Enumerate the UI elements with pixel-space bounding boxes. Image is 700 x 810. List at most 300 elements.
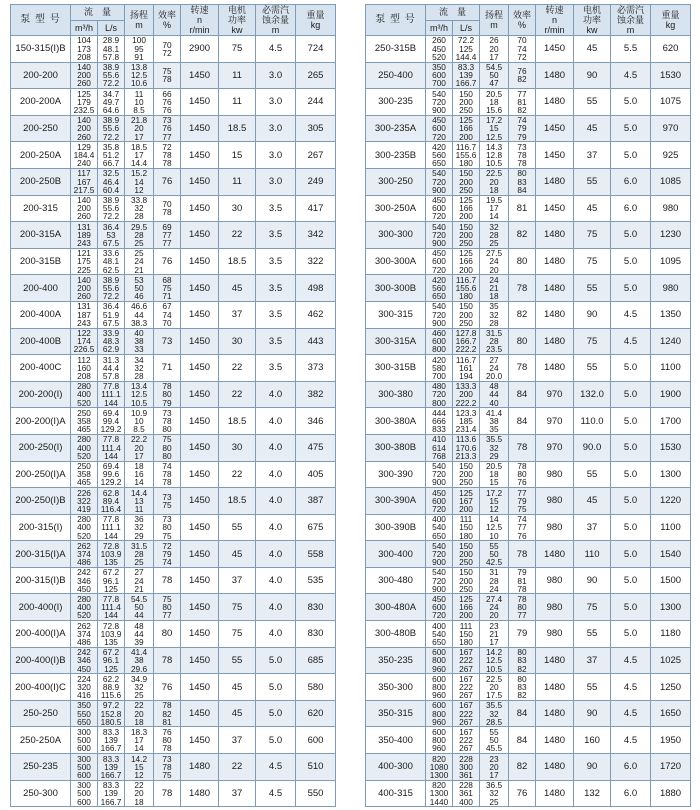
- efficiency-cell: 78: [509, 541, 536, 568]
- efficiency-cell: 73 76 77: [154, 115, 181, 142]
- npsh-cell: 4.5: [611, 727, 651, 754]
- flow-ls-cell: 116.7 155.6 180: [453, 142, 480, 169]
- flow-m3h-cell: 140 200 260: [71, 115, 98, 142]
- power-cell: 90: [574, 62, 611, 89]
- model-cell: 300-300A: [366, 248, 426, 275]
- head-cell: 27.5 24 20: [480, 248, 509, 275]
- weight-cell: 1230: [651, 222, 691, 249]
- header-power: 电机 功率 kw: [219, 5, 256, 36]
- power-cell: 45: [574, 488, 611, 515]
- flow-m3h-cell: 280 400 520: [71, 514, 98, 541]
- flow-m3h-cell: 420 560 650: [426, 142, 453, 169]
- header-flow-ls: L/s: [453, 20, 480, 36]
- efficiency-cell: 76 80 78: [154, 727, 181, 754]
- weight-cell: 1300: [651, 461, 691, 488]
- efficiency-cell: 75 80 77: [154, 594, 181, 621]
- head-cell: 31 28 24: [480, 567, 509, 594]
- speed-cell: 1480: [536, 674, 574, 701]
- efficiency-cell: 69 77 77: [154, 222, 181, 249]
- table-row: [11, 461, 336, 488]
- npsh-cell: 5.0: [611, 541, 651, 568]
- npsh-cell: 4.0: [256, 434, 296, 461]
- header-model: 泵 型 号: [366, 5, 426, 36]
- table-row: [366, 754, 691, 781]
- power-cell: 18.5: [219, 248, 256, 275]
- flow-ls-cell: 67.2 96.1 125: [98, 567, 125, 594]
- npsh-cell: 5.0: [611, 248, 651, 275]
- speed-cell: 980: [536, 621, 574, 648]
- weight-cell: 267: [296, 142, 336, 169]
- head-cell: 54.5 50 44: [125, 594, 154, 621]
- weight-cell: 405: [296, 461, 336, 488]
- efficiency-cell: 73 78 75: [154, 754, 181, 781]
- weight-cell: 1530: [651, 62, 691, 89]
- weight-cell: 620: [296, 700, 336, 727]
- flow-ls-cell: 111 150 180: [453, 514, 480, 541]
- flow-m3h-cell: 122 174 226.5: [71, 328, 98, 355]
- weight-cell: 1530: [651, 434, 691, 461]
- head-cell: 36 32 29: [125, 514, 154, 541]
- efficiency-cell: 72 78 78: [154, 142, 181, 169]
- head-cell: 22 20 18: [125, 700, 154, 727]
- table-row: [11, 115, 336, 142]
- speed-cell: 1450: [181, 434, 219, 461]
- npsh-cell: 5.0: [611, 142, 651, 169]
- model-cell: 200-250: [11, 115, 71, 142]
- flow-ls-cell: 69.4 99.4 129.2: [98, 408, 125, 435]
- speed-cell: 1450: [536, 36, 574, 63]
- weight-cell: 1240: [651, 328, 691, 355]
- head-cell: 29.5 28 25: [125, 222, 154, 249]
- header-speed: 转速 n r/min: [181, 5, 219, 36]
- table-row: [11, 674, 336, 701]
- power-cell: 37: [219, 301, 256, 328]
- flow-m3h-cell: 280 400 520: [71, 381, 98, 408]
- model-cell: 350-400: [366, 727, 426, 754]
- speed-cell: 1450: [181, 222, 219, 249]
- speed-cell: 1450: [536, 195, 574, 222]
- speed-cell: 1450: [181, 168, 219, 195]
- table-row: [366, 301, 691, 328]
- power-cell: 75: [574, 248, 611, 275]
- flow-ls-cell: 36.4 53 67.5: [98, 222, 125, 249]
- head-cell: 35 32 28: [480, 301, 509, 328]
- efficiency-cell: 73 75: [154, 488, 181, 515]
- power-cell: 160: [574, 727, 611, 754]
- head-cell: 22 20 18: [125, 780, 154, 807]
- efficiency-cell: 78: [509, 355, 536, 382]
- table-row: [366, 195, 691, 222]
- power-cell: 11: [219, 168, 256, 195]
- header-efficiency: 效率 %: [154, 5, 181, 36]
- power-cell: 55: [574, 621, 611, 648]
- header-flow: 流 量: [426, 5, 480, 21]
- model-cell: 250-315B: [366, 36, 426, 63]
- weight-cell: 417: [296, 195, 336, 222]
- model-cell: 200-315: [11, 195, 71, 222]
- flow-ls-cell: 167 222 267: [453, 700, 480, 727]
- pump-table-left: [10, 4, 336, 807]
- speed-cell: 1480: [536, 89, 574, 116]
- model-cell: 300-380: [366, 381, 426, 408]
- efficiency-cell: 71: [154, 355, 181, 382]
- power-cell: 55: [574, 355, 611, 382]
- npsh-cell: 3.5: [256, 301, 296, 328]
- npsh-cell: 3.0: [256, 115, 296, 142]
- speed-cell: 980: [536, 514, 574, 541]
- model-cell: 300-315: [366, 301, 426, 328]
- speed-cell: 1480: [536, 168, 574, 195]
- weight-cell: 382: [296, 381, 336, 408]
- efficiency-cell: 78 80 76: [509, 461, 536, 488]
- power-cell: 22: [219, 355, 256, 382]
- table-row: [366, 700, 691, 727]
- table-row: [366, 621, 691, 648]
- model-cell: 350-235: [366, 647, 426, 674]
- flow-m3h-cell: 226 322 419: [71, 488, 98, 515]
- table-body-left: [11, 36, 336, 807]
- flow-m3h-cell: 820 1300 1440: [426, 780, 453, 807]
- flow-ls-cell: 150 200 250: [453, 541, 480, 568]
- npsh-cell: 4.5: [611, 62, 651, 89]
- flow-ls-cell: 62.8 89.4 116.4: [98, 488, 125, 515]
- efficiency-cell: 76 82: [509, 62, 536, 89]
- speed-cell: 1450: [181, 647, 219, 674]
- model-cell: 200-250(I): [11, 434, 71, 461]
- header-flow: 流 量: [71, 5, 125, 21]
- flow-ls-cell: 150 200 250: [453, 168, 480, 195]
- model-cell: 200-315(I)B: [11, 567, 71, 594]
- speed-cell: 2900: [181, 36, 219, 63]
- weight-cell: 1220: [651, 488, 691, 515]
- power-cell: 132.0: [574, 381, 611, 408]
- flow-ls-cell: 67.2 96.1 125: [98, 647, 125, 674]
- flow-m3h-cell: 125 179 232.5: [71, 89, 98, 116]
- head-cell: 11 10 8.5: [125, 89, 154, 116]
- power-cell: 30: [219, 434, 256, 461]
- efficiency-cell: 80 83 82: [509, 647, 536, 674]
- speed-cell: 1480: [536, 754, 574, 781]
- flow-ls-cell: 38.9 55.6 72.2: [98, 195, 125, 222]
- efficiency-cell: 80: [154, 621, 181, 648]
- flow-ls-cell: 83.3 139 166.7: [453, 62, 480, 89]
- head-cell: 46.6 44 38.3: [125, 301, 154, 328]
- speed-cell: 1450: [181, 328, 219, 355]
- flow-m3h-cell: 450 600 720: [426, 594, 453, 621]
- efficiency-cell: 73: [154, 328, 181, 355]
- weight-cell: 265: [296, 62, 336, 89]
- flow-ls-cell: 77.8 111.4 144: [98, 434, 125, 461]
- speed-cell: 1450: [181, 89, 219, 116]
- speed-cell: 1450: [181, 381, 219, 408]
- flow-m3h-cell: 450 600 720: [426, 248, 453, 275]
- npsh-cell: 4.5: [256, 780, 296, 807]
- npsh-cell: 3.5: [256, 275, 296, 302]
- power-cell: 90: [574, 700, 611, 727]
- power-cell: 75: [219, 36, 256, 63]
- power-cell: 22: [219, 381, 256, 408]
- table-row: [11, 168, 336, 195]
- weight-cell: 980: [651, 195, 691, 222]
- model-cell: 300-315A: [366, 328, 426, 355]
- model-cell: 300-300B: [366, 275, 426, 302]
- model-cell: 200-400A: [11, 301, 71, 328]
- weight-cell: 1950: [651, 727, 691, 754]
- table-row: [11, 62, 336, 89]
- npsh-cell: 3.5: [256, 222, 296, 249]
- weight-cell: 322: [296, 248, 336, 275]
- head-cell: 27 24 20.0: [480, 355, 509, 382]
- speed-cell: 1480: [536, 541, 574, 568]
- power-cell: 37: [574, 647, 611, 674]
- head-cell: 18 16 14: [125, 461, 154, 488]
- model-cell: 300-390: [366, 461, 426, 488]
- head-cell: 14.3 12.8 10.5: [480, 142, 509, 169]
- weight-cell: 1540: [651, 541, 691, 568]
- flow-ls-cell: 125 166 200: [453, 115, 480, 142]
- speed-cell: 1450: [181, 142, 219, 169]
- flow-m3h-cell: 444 666 833: [426, 408, 453, 435]
- table-row: [366, 514, 691, 541]
- flow-m3h-cell: 540 720 900: [426, 301, 453, 328]
- flow-m3h-cell: 300 500 600: [71, 780, 98, 807]
- npsh-cell: 3.0: [256, 142, 296, 169]
- efficiency-cell: 79 81 78: [509, 567, 536, 594]
- head-cell: 33.8 32 28: [125, 195, 154, 222]
- flow-m3h-cell: 112 160 208: [71, 355, 98, 382]
- flow-ls-cell: 83.3 139 166.7: [98, 780, 125, 807]
- npsh-cell: 5.5: [611, 36, 651, 63]
- weight-cell: 830: [296, 594, 336, 621]
- npsh-cell: 4.5: [611, 328, 651, 355]
- header-flow-ls: L/s: [98, 20, 125, 36]
- head-cell: 34.9 32 25: [125, 674, 154, 701]
- flow-ls-cell: 111 150 180: [453, 621, 480, 648]
- speed-cell: 980: [536, 594, 574, 621]
- table-row: [366, 222, 691, 249]
- flow-m3h-cell: 129 184.4 240: [71, 142, 98, 169]
- npsh-cell: 5.0: [256, 700, 296, 727]
- model-cell: 250-250A: [11, 727, 71, 754]
- flow-m3h-cell: 540 720 900: [426, 567, 453, 594]
- table-row: [11, 727, 336, 754]
- efficiency-cell: 75 80 80: [154, 434, 181, 461]
- weight-cell: 475: [296, 434, 336, 461]
- speed-cell: 1450: [181, 62, 219, 89]
- power-cell: 55: [574, 461, 611, 488]
- efficiency-cell: 74 79 79: [509, 115, 536, 142]
- flow-m3h-cell: 131 189 243: [71, 222, 98, 249]
- weight-cell: 550: [296, 780, 336, 807]
- table-row: [11, 222, 336, 249]
- weight-cell: 1650: [651, 700, 691, 727]
- npsh-cell: 6.0: [611, 195, 651, 222]
- head-cell: 14 12.5 10: [480, 514, 509, 541]
- head-cell: 100 95 91: [125, 36, 154, 63]
- weight-cell: 970: [651, 115, 691, 142]
- speed-cell: 1450: [181, 727, 219, 754]
- npsh-cell: 5.0: [611, 355, 651, 382]
- weight-cell: 1300: [651, 594, 691, 621]
- speed-cell: 1480: [536, 248, 574, 275]
- table-row: [11, 36, 336, 63]
- efficiency-cell: 70 78: [154, 195, 181, 222]
- table-row: [366, 328, 691, 355]
- flow-ls-cell: 34.7 49.7 64.6: [98, 89, 125, 116]
- speed-cell: 1450: [181, 275, 219, 302]
- efficiency-cell: 66 76 76: [154, 89, 181, 116]
- npsh-cell: 6.0: [611, 780, 651, 807]
- speed-cell: 980: [536, 567, 574, 594]
- weight-cell: 1700: [651, 408, 691, 435]
- weight-cell: 249: [296, 168, 336, 195]
- flow-ls-cell: 125 166 200: [453, 248, 480, 275]
- speed-cell: 1450: [181, 514, 219, 541]
- weight-cell: 498: [296, 275, 336, 302]
- table-row: [366, 62, 691, 89]
- npsh-cell: 4.5: [611, 700, 651, 727]
- flow-ls-cell: 150 200 250: [453, 567, 480, 594]
- flow-m3h-cell: 350 600 700: [426, 62, 453, 89]
- head-cell: 22.2 20 17: [125, 434, 154, 461]
- efficiency-cell: 84: [509, 381, 536, 408]
- weight-cell: 305: [296, 115, 336, 142]
- head-cell: 20.5 18 15.6: [480, 89, 509, 116]
- npsh-cell: 5.0: [611, 621, 651, 648]
- head-cell: 14.4 13 11: [125, 488, 154, 515]
- power-cell: 55: [574, 275, 611, 302]
- efficiency-cell: 82: [509, 222, 536, 249]
- table-row: [11, 647, 336, 674]
- table-row: [366, 780, 691, 807]
- table-row: [366, 275, 691, 302]
- flow-m3h-cell: 480 720 800: [426, 381, 453, 408]
- head-cell: 31.5 28 23.5: [480, 328, 509, 355]
- flow-m3h-cell: 262 374 486: [71, 621, 98, 648]
- efficiency-cell: 76: [509, 780, 536, 807]
- power-cell: 45: [219, 541, 256, 568]
- power-cell: 75: [574, 328, 611, 355]
- model-cell: 200-400(I)C: [11, 674, 71, 701]
- weight-cell: 580: [296, 674, 336, 701]
- efficiency-cell: 74 78 78: [154, 461, 181, 488]
- flow-ls-cell: 77.8 111.1 144: [98, 381, 125, 408]
- head-cell: 41.4 38 35: [480, 408, 509, 435]
- header-power: 电机 功率 kw: [574, 5, 611, 36]
- head-cell: 15.2 14 12: [125, 168, 154, 195]
- flow-m3h-cell: 420 580 700: [426, 355, 453, 382]
- head-cell: 20.5 18 15: [480, 461, 509, 488]
- header-npsh: 必需汽 蚀余量 m: [256, 5, 296, 36]
- model-cell: 250-400: [366, 62, 426, 89]
- model-cell: 200-400(I)B: [11, 647, 71, 674]
- flow-ls-cell: 167 222 267: [453, 674, 480, 701]
- model-cell: 350-315: [366, 700, 426, 727]
- weight-cell: 1250: [651, 674, 691, 701]
- model-cell: 200-250A: [11, 142, 71, 169]
- flow-ls-cell: 62.2 88.9 115.6: [98, 674, 125, 701]
- speed-cell: 980: [536, 488, 574, 515]
- flow-m3h-cell: 140 200 260: [71, 275, 98, 302]
- model-cell: 300-235: [366, 89, 426, 116]
- head-cell: 22.5 20 18: [480, 168, 509, 195]
- table-row: [11, 275, 336, 302]
- head-cell: 35.5 32 28.5: [480, 700, 509, 727]
- table-row: [366, 594, 691, 621]
- efficiency-cell: 73 80 75: [154, 514, 181, 541]
- efficiency-cell: 76: [154, 248, 181, 275]
- table-row: [11, 754, 336, 781]
- power-cell: 45: [219, 674, 256, 701]
- flow-m3h-cell: 121 175 225: [71, 248, 98, 275]
- speed-cell: 1450: [536, 115, 574, 142]
- power-cell: 110.0: [574, 408, 611, 435]
- table-row: [11, 621, 336, 648]
- power-cell: 75: [574, 594, 611, 621]
- model-cell: 200-400C: [11, 355, 71, 382]
- flow-m3h-cell: 140 200 260: [71, 62, 98, 89]
- weight-cell: 1100: [651, 355, 691, 382]
- table-row: [366, 89, 691, 116]
- head-cell: 14.2 12.5 10.5: [480, 647, 509, 674]
- table-row: [366, 434, 691, 461]
- model-cell: 300-480A: [366, 594, 426, 621]
- speed-cell: 980: [536, 461, 574, 488]
- flow-m3h-cell: 410 614 768: [426, 434, 453, 461]
- table-row: [366, 488, 691, 515]
- flow-ls-cell: 31.3 44.4 57.8: [98, 355, 125, 382]
- flow-m3h-cell: 600 800 960: [426, 674, 453, 701]
- table-row: [11, 594, 336, 621]
- table-row: [366, 168, 691, 195]
- npsh-cell: 5.0: [611, 567, 651, 594]
- power-cell: 45: [574, 115, 611, 142]
- flow-ls-cell: 150 200 250: [453, 89, 480, 116]
- efficiency-cell: 78: [154, 647, 181, 674]
- table-row: [11, 195, 336, 222]
- flow-m3h-cell: 262 374 486: [71, 541, 98, 568]
- model-cell: 200-400B: [11, 328, 71, 355]
- npsh-cell: 4.5: [611, 647, 651, 674]
- weight-cell: 1085: [651, 168, 691, 195]
- table-row: [366, 541, 691, 568]
- power-cell: 90: [574, 301, 611, 328]
- power-cell: 75: [219, 621, 256, 648]
- efficiency-cell: 84: [509, 408, 536, 435]
- flow-ls-cell: 77.8 111.1 144: [98, 514, 125, 541]
- model-cell: 200-250(I)A: [11, 461, 71, 488]
- flow-m3h-cell: 820 1080 1300: [426, 754, 453, 781]
- npsh-cell: 5.0: [256, 727, 296, 754]
- npsh-cell: 5.0: [611, 514, 651, 541]
- speed-cell: 1480: [536, 222, 574, 249]
- model-cell: 200-315(I): [11, 514, 71, 541]
- head-cell: 13.4 12.5 10.5: [125, 381, 154, 408]
- flow-ls-cell: 36.4 51.9 67.5: [98, 301, 125, 328]
- head-cell: 18.3 17 14: [125, 727, 154, 754]
- head-cell: 36.5 32 25: [480, 780, 509, 807]
- efficiency-cell: 67 74 70: [154, 301, 181, 328]
- pump-table-right: [365, 4, 691, 807]
- weight-cell: 1025: [651, 647, 691, 674]
- flow-ls-cell: 150 200 250: [453, 461, 480, 488]
- table-row: [11, 408, 336, 435]
- model-cell: 200-400(I): [11, 594, 71, 621]
- speed-cell: 1480: [536, 328, 574, 355]
- model-cell: 200-400: [11, 275, 71, 302]
- speed-cell: 1450: [181, 700, 219, 727]
- weight-cell: 558: [296, 541, 336, 568]
